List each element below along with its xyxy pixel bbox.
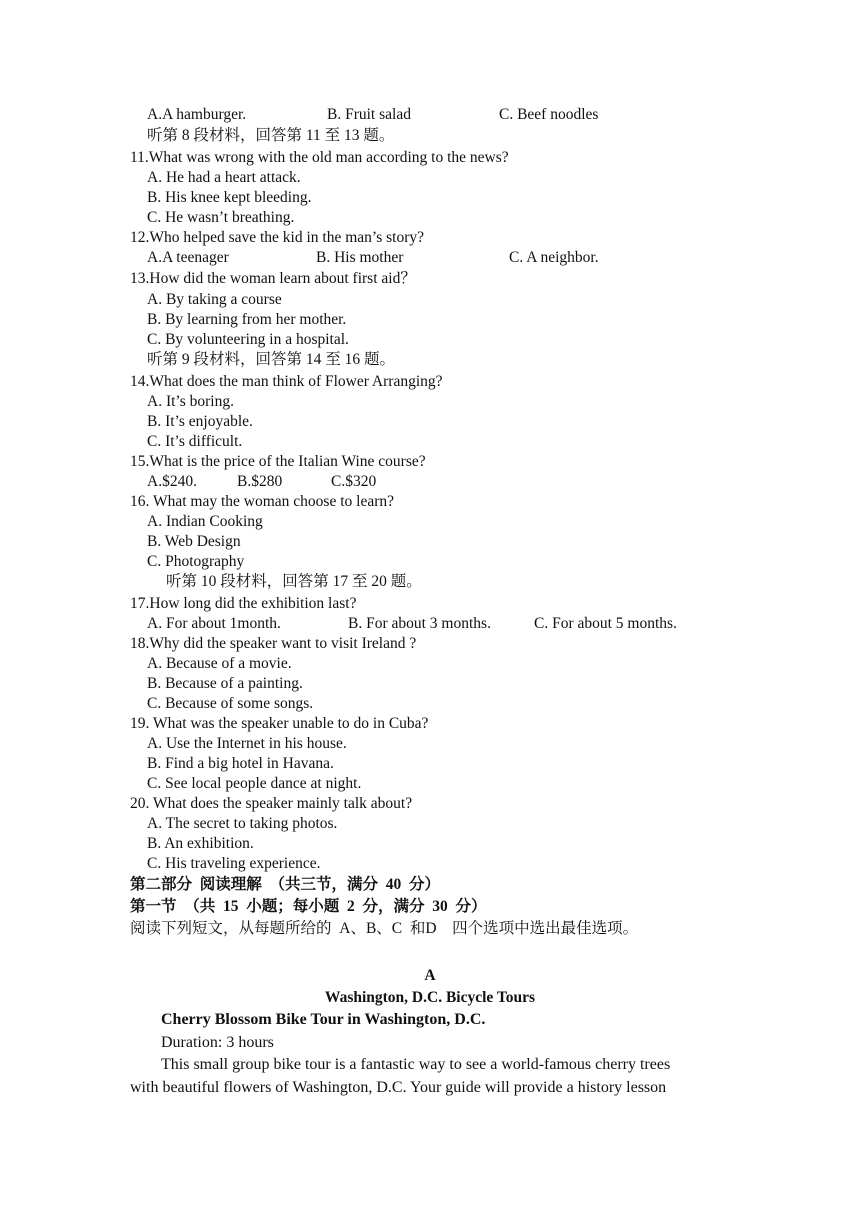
q15-option-b: B.$280 [237, 473, 283, 490]
q13-option-a: A. By taking a course [147, 291, 282, 308]
q10-option-b: B. Fruit salad [327, 106, 411, 123]
passage-subtitle: Cherry Blossom Bike Tour in Washington, D.C. [161, 1011, 486, 1028]
section-instruction-9: 听第 9 段材料，回答第 14 至 16 题。 [147, 351, 396, 368]
passage-title: Washington, D.C. Bicycle Tours [324, 989, 536, 1006]
q17-option-b: B. For about 3 months. [348, 615, 491, 632]
q12-option-a: A.A teenager [147, 249, 229, 266]
q12-stem: 12.Who helped save the kid in the man’s story? [130, 229, 425, 246]
q13-option-c: C. By volunteering in a hospital. [147, 331, 349, 348]
q17-stem: 17.How long did the exhibition last? [130, 595, 357, 612]
q16-option-a: A. Indian Cooking [147, 513, 263, 530]
q16-stem: 16. What may the woman choose to learn? [130, 493, 394, 510]
q20-option-b: B. An exhibition. [147, 835, 254, 852]
q20-stem: 20. What does the speaker mainly talk about? [130, 795, 413, 812]
q14-option-b: B. It’s enjoyable. [147, 413, 253, 430]
q20-option-a: A. The secret to taking photos. [147, 815, 338, 832]
part2-instruction: 阅读下列短文，从每题所给的 A、B、C 和D 四个选项中选出最佳选项。 [130, 920, 639, 937]
q14-option-a: A. It’s boring. [147, 393, 234, 410]
q15-option-a: A.$240. [147, 473, 197, 490]
q17-option-c: C. For about 5 months. [534, 615, 677, 632]
q18-option-a: A. Because of a movie. [147, 655, 292, 672]
q16-option-c: C. Photography [147, 553, 245, 570]
q11-option-b: B. His knee kept bleeding. [147, 189, 312, 206]
passage-line-1: This small group bike tour is a fantastic way to see a world-famous cherry trees [161, 1056, 671, 1073]
q19-option-a: A. Use the Internet in his house. [147, 735, 347, 752]
q11-option-a: A. He had a heart attack. [147, 169, 301, 186]
q17-option-a: A. For about 1month. [147, 615, 281, 632]
passage-letter: A [424, 967, 436, 984]
passage-duration: Duration: 3 hours [161, 1034, 274, 1051]
q14-stem: 14.What does the man think of Flower Arranging? [130, 373, 443, 390]
passage-line-2: with beautiful flowers of Washington, D.C. Your guide will provide a history lesson [130, 1079, 667, 1096]
section-instruction-8: 听第 8 段材料，回答第 11 至 13 题。 [147, 127, 395, 144]
q19-option-b: B. Find a big hotel in Havana. [147, 755, 334, 772]
q13-option-b: B. By learning from her mother. [147, 311, 347, 328]
q19-option-c: C. See local people dance at night. [147, 775, 362, 792]
q10-option-a: A.A hamburger. [147, 106, 247, 123]
part2-section1-heading: 第一节 （共 15 小题；每小题 2 分，满分 30 分） [130, 898, 487, 915]
q18-stem: 18.Why did the speaker want to visit Ireland ? [130, 635, 417, 652]
q12-option-c: C. A neighbor. [509, 249, 599, 266]
q10-option-c: C. Beef noodles [499, 106, 599, 123]
q15-option-c: C.$320 [331, 473, 377, 490]
q12-option-b: B. His mother [316, 249, 404, 266]
q11-stem: 11.What was wrong with the old man according to the news? [130, 149, 509, 166]
q16-option-b: B. Web Design [147, 533, 241, 550]
section-instruction-10: 听第 10 段材料，回答第 17 至 20 题。 [166, 573, 422, 590]
q14-option-c: C. It’s difficult. [147, 433, 243, 450]
q18-option-b: B. Because of a painting. [147, 675, 303, 692]
q11-option-c: C. He wasn’t breathing. [147, 209, 295, 226]
q18-option-c: C. Because of some songs. [147, 695, 314, 712]
part2-heading: 第二部分 阅读理解 （共三节，满分 40 分） [130, 876, 441, 893]
q20-option-c: C. His traveling experience. [147, 855, 321, 872]
q15-stem: 15.What is the price of the Italian Wine course? [130, 453, 426, 470]
q19-stem: 19. What was the speaker unable to do in Cuba? [130, 715, 429, 732]
q13-stem: 13.How did the woman learn about first aid？ [130, 270, 416, 287]
